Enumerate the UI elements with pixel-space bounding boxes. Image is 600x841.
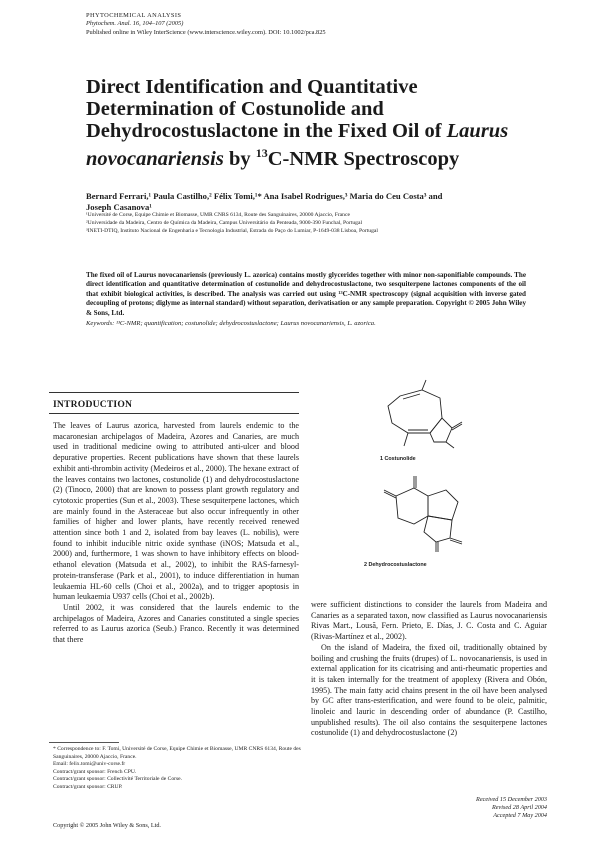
right-column	[311, 600, 547, 739]
title-line-3-text: Dehydrocostuslactone in the Fixed Oil of	[86, 120, 442, 142]
structures-svg	[370, 378, 500, 578]
figure-caption-1: 1 Costunolide	[380, 456, 416, 462]
author-list	[86, 191, 526, 213]
footnotes	[53, 746, 303, 791]
doi-line: Published online in Wiley InterScience (www.interscience.wiley.com). DOI: 10.1002/pca.825	[86, 28, 326, 36]
intro-paragraph-3: were sufficient distinctions to consider the laurels from Madeira and Canaries as a separated taxon, now classified as Laurus novocanariensis Rivas Mart., Lousã, Fern. Prieto, E. Días, J. C. Costa and C. Aguiar (Rivas-Martínez et al., 2002).	[311, 600, 547, 642]
figure-caption-2: 2 Dehydrocostuslactone	[364, 562, 427, 568]
affiliations	[86, 212, 526, 235]
title-species-epithet: novocanariensis	[86, 147, 224, 170]
dehydrocostuslactone-structure	[384, 476, 462, 552]
copyright-footer: Copyright © 2005 John Wiley & Sons, Ltd.	[53, 822, 161, 829]
affiliation-2: ²Universidade da Madeira, Centro de Química da Madeira, Campus Universitário da Penteada, 9000-390 Funchal, Portugal	[86, 219, 363, 226]
title-line-4	[86, 142, 526, 170]
section-rule-bottom	[49, 413, 299, 414]
article-title	[86, 76, 526, 170]
section-rule-top	[49, 392, 299, 393]
intro-paragraph-4: On the island of Madeira, the fixed oil, traditionally obtained by boiling and crushing the fruits (drupes) of L. novocanariensis, is used in external application for its cicatrising and anti-rheumatic properties and it is taken internally for the treatment of apoplexy (Rivera and Obón, 1995). The main fatty acid chains present in the oil have been analysed by GC after trans-esterification, and were found to be oleic, palmitic, linoleic and lauric in descending order of abundance (P. Castilho, unpublished results). The oil also contains the sesquiterpene lactones costunolide (1) and dehydrocostuslactone (2)	[311, 642, 547, 738]
footnote-sponsor-1: Contract/grant sponsor: French CPU.	[53, 768, 137, 775]
chemical-structures-figure	[364, 378, 500, 578]
costunolide-structure	[388, 380, 462, 448]
left-column	[53, 421, 299, 646]
journal-name: PHYTOCHEMICAL ANALYSIS	[86, 12, 182, 19]
title-line-2: Determination of Costunolide and	[86, 98, 384, 120]
footnote-correspondence: * Correspondence to: F. Tomi, Université de Corse, Equipe Chimie et Biomasse, UMR CNRS 6134, Route des Sanguinaires, 20000 Ajaccio, France.	[53, 746, 301, 760]
footnote-email: Email: felix.tomi@univ-corse.fr	[53, 761, 126, 767]
title-by: by	[228, 147, 251, 170]
intro-paragraph-2: Until 2002, it was considered that the laurels endemic to the archipelagos of Madeira, Azores and Canaries constituted a single species referred to as Laurus azorica (Seub.) Franco. Recently it was determined that there	[53, 602, 299, 645]
title-species-genus: Laurus	[446, 120, 509, 142]
title-line-3	[86, 120, 526, 142]
received-date: Received 15 December 2003	[476, 796, 547, 803]
authors-line-2: Joseph Casanova¹	[86, 202, 152, 212]
citation: Phytochem. Anal. 16, 104–107 (2005)	[86, 20, 184, 28]
affiliation-3: ³INETI-DTIQ, Instituto Nacional de Engenharia e Tecnologia Industrial, Estrada do Paço do Lumiar, P-1649-038 Lisboa, Portugal	[86, 227, 378, 234]
footnote-sponsor-3: Contract/grant sponsor: CRUP.	[53, 783, 123, 790]
affiliation-1: ¹Université de Corse, Equipe Chimie et Biomasse, UMR CNRS 6134, Route des Sanguinaires, 20000 Ajaccio, France	[86, 212, 350, 218]
keywords: Keywords: ¹³C-NMR; quantification; costunolide; dehydrocostuslactone; Laurus novocanariensis, L. azorica.	[86, 320, 376, 327]
accepted-date: Accepted 7 May 2004	[493, 812, 547, 819]
received-dates	[420, 796, 547, 820]
revised-date: Revised 28 April 2004	[491, 804, 547, 811]
running-header	[86, 12, 326, 37]
intro-paragraph-1: The leaves of Laurus azorica, harvested from laurels endemic to the macaronesian archipelagos of Madeira, Azores and Canaries, are much used in traditional medicine owing to attributed anti-ulcer and blood depurative properties. Recent publications have shown that these laurels exhibit anti-thrombin activity (Medeiros et al., 2000). The hexane extract of the leaves contains two lactones, costunolide (1) and dehydrocostuslactone (2) (Tinoco, 2000) that are known to possess plant growth regulatory and cytotoxic properties (Sun et al., 2003). These sesquiterpene lactones, which are mainly found in the Asteraceae but also occur infrequently in other families of higher and lower plants, have recently received renewed attention since both 1 and 2, isolated from bay leaves (L. nobilis), were found to inhibit inducible nitric oxide synthase (iNOS; Matsuda et al., 2000) and, furthermore, 1 was shown to have inhibitory effects on blood-ethanol elevation (Matsuda et al., 2002), to inhibit the RAS-farnesyl-protein-transferase (Park et al., 2001), to induce differentiation in human leukaemia HL-60 cells (Choi et al., 2002a), and to trigger apoptosis in human leukaemia U937 cells (Choi et al., 2002b).	[53, 421, 299, 602]
section-heading: INTRODUCTION	[53, 399, 133, 410]
footnote-rule	[49, 742, 119, 743]
footnote-sponsor-2: Contract/grant sponsor: Collectivité Territoriale de Corse.	[53, 776, 183, 782]
title-line-1: Direct Identification and Quantitative	[86, 76, 418, 98]
abstract: The fixed oil of Laurus novocanariensis (previously L. azorica) contains mostly glycerides together with minor non-saponifiable compounds. The direct identification and quantitative determination of costunolide and dehydrocostuslactone, two sesquiterpene lactones components of the oil that exhibit biological activities, is described. The analysis was carried out using ¹³C-NMR spectroscopy (signal acquisition with inverse gated decoupling of protons; diglyme as internal standard) without separation, derivatisation or any sample preparation. Copyright © 2005 John Wiley & Sons, Ltd.	[86, 271, 526, 317]
title-isotope: 13	[255, 146, 268, 160]
authors-line-1: Bernard Ferrari,¹ Paula Castilho,² Félix Tomi,¹* Ana Isabel Rodrigues,³ Maria do Ceu Costa³ and	[86, 191, 443, 201]
title-method: C-NMR Spectroscopy	[267, 147, 460, 170]
